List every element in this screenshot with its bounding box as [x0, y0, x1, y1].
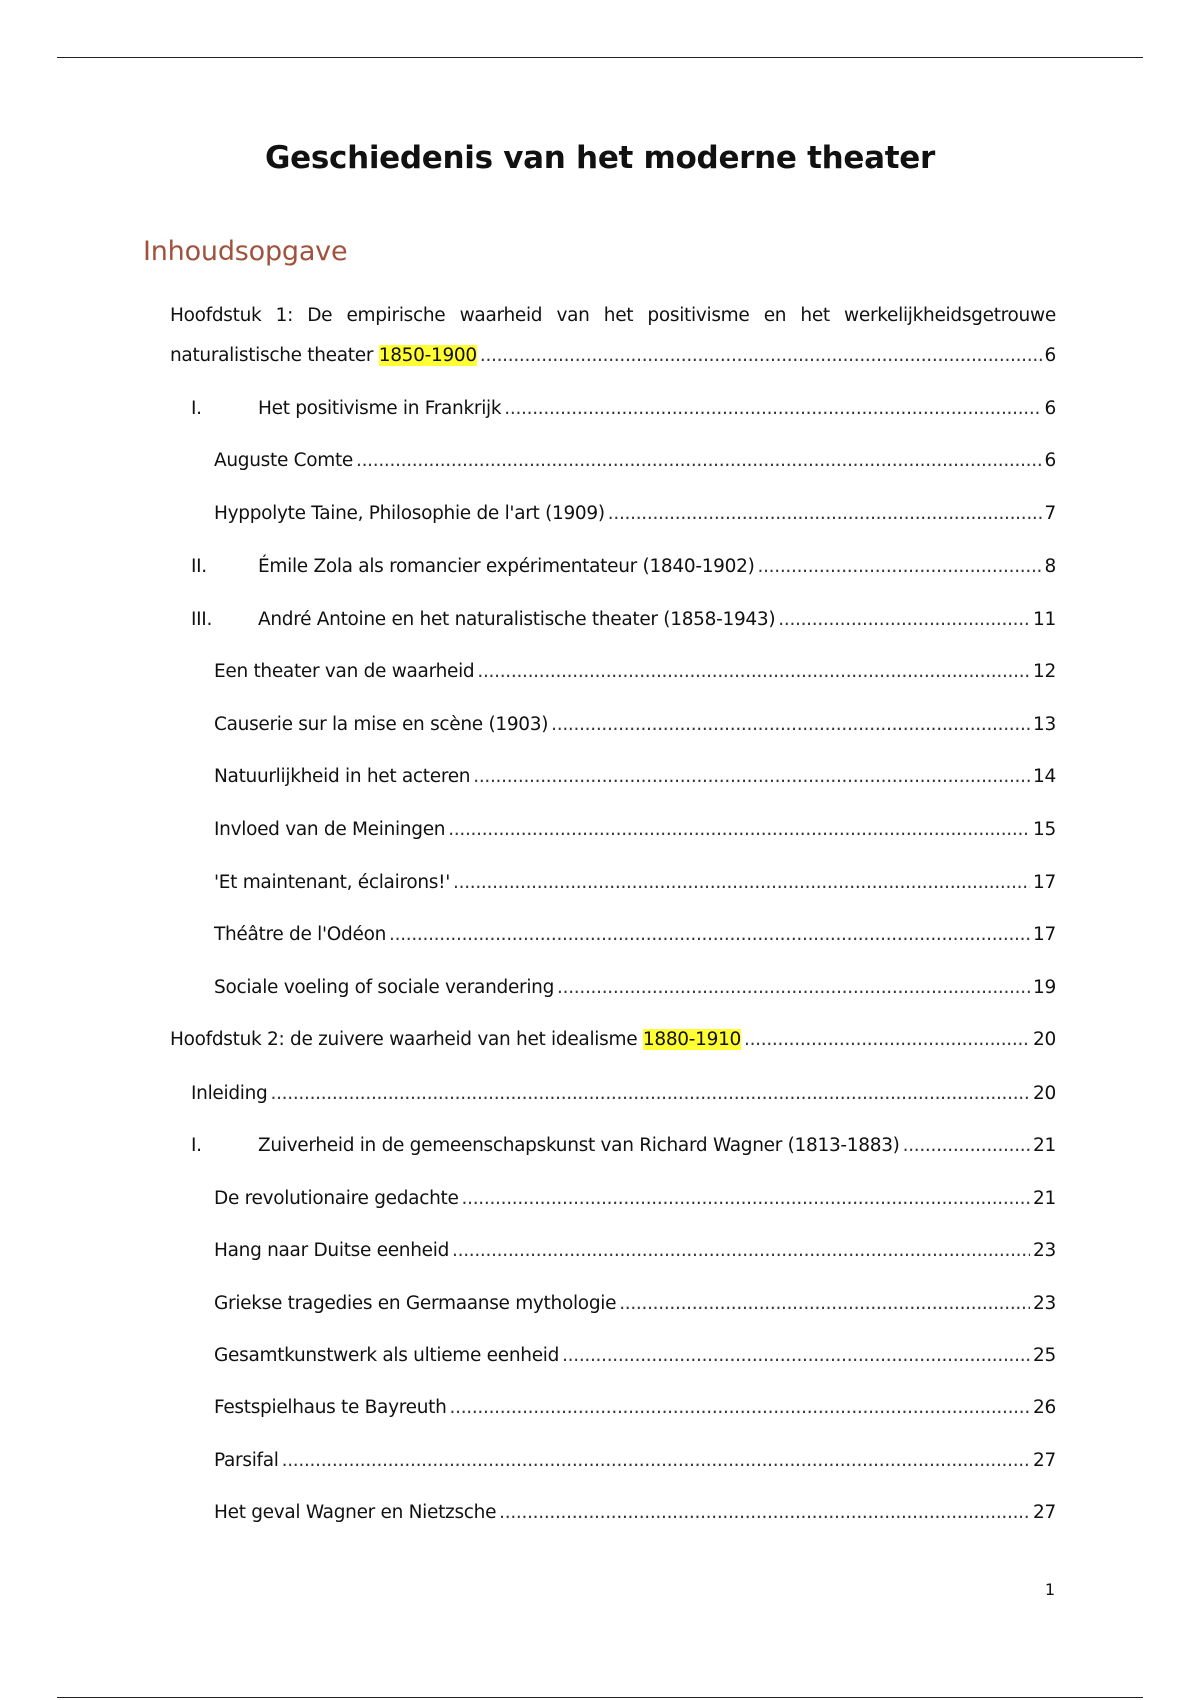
toc-entry[interactable]: [191, 1083, 1056, 1104]
toc-page-number: 20: [1033, 1083, 1056, 1104]
toc-entry-text: Hoofdstuk 2: de zuivere waarheid van het idealisme: [170, 1029, 643, 1050]
dot-leader: [450, 1397, 1031, 1418]
toc-entry-text: Sociale voeling of sociale verandering: [214, 977, 555, 998]
toc-entry[interactable]: [214, 1450, 1056, 1471]
toc-entry[interactable]: [191, 1135, 1056, 1156]
toc-entry-text: Gesamtkunstwerk als ultieme eenheid: [214, 1345, 560, 1366]
section-numeral: III.: [191, 609, 213, 630]
toc-page-number: 14: [1033, 766, 1056, 787]
toc-page-number: 27: [1033, 1502, 1056, 1523]
toc-entry[interactable]: [214, 766, 1056, 787]
toc-entry-text: Zuiverheid in de gemeenschapskunst van Richard Wagner (1813-1883): [258, 1135, 900, 1156]
section-numeral: I.: [191, 398, 202, 419]
dot-leader: [758, 556, 1042, 577]
toc-entry-text: Het positivisme in Frankrijk: [258, 398, 502, 419]
toc-page-number: 15: [1033, 819, 1056, 840]
toc-entry-text: Émile Zola als romancier expérimentateur (1840-1902): [258, 556, 755, 577]
footer-rule: [57, 1697, 1143, 1698]
section-numeral: I.: [191, 1135, 202, 1156]
toc-entry[interactable]: [214, 977, 1056, 998]
toc-page-number: 12: [1033, 661, 1056, 682]
toc-entry-chapter-1-line-1[interactable]: Hoofdstuk 1: De empirische waarheid van het positivisme en het werkelijkheidsgetrouwe: [170, 305, 1056, 326]
toc-page-number: 6: [1044, 450, 1056, 471]
highlighted-years: 1850-1900: [378, 345, 477, 366]
toc-entry[interactable]: [214, 819, 1056, 840]
dot-leader: [608, 503, 1042, 524]
toc-entry[interactable]: [191, 556, 1056, 577]
dot-leader: [480, 345, 1042, 366]
toc-heading: Inhoudsopgave: [143, 236, 348, 267]
toc-page-number: 8: [1044, 556, 1056, 577]
toc-page-number: 20: [1033, 1029, 1056, 1050]
toc-page-number: 21: [1033, 1135, 1056, 1156]
toc-entry-text: Invloed van de Meiningen: [214, 819, 446, 840]
toc-page-number: 6: [1044, 345, 1056, 366]
dot-leader: [499, 1502, 1030, 1523]
toc-entry-text: Parsifal: [214, 1450, 279, 1471]
dot-leader: [619, 1293, 1030, 1314]
toc-entry[interactable]: [214, 450, 1056, 471]
toc-entry-text: Griekse tragedies en Germaanse mythologie: [214, 1293, 617, 1314]
dot-leader: [903, 1135, 1030, 1156]
dot-leader: [389, 924, 1030, 945]
toc-entry-text: Inleiding: [191, 1083, 268, 1104]
toc-entry[interactable]: [214, 1502, 1056, 1523]
dot-leader: [562, 1345, 1030, 1366]
dot-leader: [551, 714, 1030, 735]
dot-leader: [356, 450, 1042, 471]
toc-page-number: 27: [1033, 1450, 1056, 1471]
toc-entry-text: Théâtre de l'Odéon: [214, 924, 387, 945]
toc-page-number: 23: [1033, 1240, 1056, 1261]
toc-entry[interactable]: [214, 872, 1056, 893]
toc-page-number: 7: [1044, 503, 1056, 524]
toc-page-number: 26: [1033, 1397, 1056, 1418]
toc-entry[interactable]: [214, 924, 1056, 945]
toc-entry[interactable]: [214, 661, 1056, 682]
toc-entry-text: 'Et maintenant, éclairons!': [214, 872, 451, 893]
toc-entry-text: De revolutionaire gedachte: [214, 1188, 459, 1209]
toc-entry-text: Hyppolyte Taine, Philosophie de l'art (1909): [214, 503, 605, 524]
toc-page-number: 25: [1033, 1345, 1056, 1366]
toc-entry[interactable]: [214, 1240, 1056, 1261]
toc-entry[interactable]: [191, 609, 1056, 630]
toc-entry-text: Hang naar Duitse eenheid: [214, 1240, 450, 1261]
toc-entry-text: Causerie sur la mise en scène (1903): [214, 714, 549, 735]
dot-leader: [557, 977, 1030, 998]
dot-leader: [778, 609, 1030, 630]
page-title: Geschiedenis van het moderne theater: [264, 140, 936, 176]
dot-leader: [473, 766, 1030, 787]
toc-entry[interactable]: [214, 503, 1056, 524]
dot-leader: [448, 819, 1030, 840]
dot-leader: [504, 398, 1041, 419]
header-rule: [57, 57, 1143, 58]
dot-leader: [271, 1083, 1031, 1104]
dot-leader: [452, 1240, 1030, 1261]
toc-page-number: 11: [1033, 609, 1056, 630]
toc-entry-text: Het geval Wagner en Nietzsche: [214, 1502, 497, 1523]
toc-entry[interactable]: [214, 1397, 1056, 1418]
toc-page-number: 17: [1033, 872, 1056, 893]
toc-entry-text: Auguste Comte: [214, 450, 353, 471]
toc-page-number: 17: [1033, 924, 1056, 945]
toc-entry[interactable]: [214, 1188, 1056, 1209]
dot-leader: [282, 1450, 1030, 1471]
toc-entry[interactable]: [214, 1345, 1056, 1366]
toc-entry-text: Een theater van de waarheid: [214, 661, 475, 682]
toc-entry[interactable]: [214, 1293, 1056, 1314]
toc-entry[interactable]: [191, 398, 1056, 419]
toc-entry[interactable]: [214, 714, 1056, 735]
page-number: 1: [1044, 1580, 1055, 1599]
highlighted-years: 1880-1910: [642, 1029, 742, 1050]
toc-page-number: 23: [1033, 1293, 1056, 1314]
dot-leader: [477, 661, 1030, 682]
toc-entry-text: Natuurlijkheid in het acteren: [214, 766, 471, 787]
toc-page-number: 21: [1033, 1188, 1056, 1209]
toc-entry-text: Festspielhaus te Bayreuth: [214, 1397, 447, 1418]
toc-page-number: 19: [1033, 977, 1056, 998]
toc-entry-text: André Antoine en het naturalistische theater (1858-1943): [258, 609, 776, 630]
toc-entry-chapter-2[interactable]: [170, 1029, 1056, 1050]
dot-leader: [453, 872, 1030, 893]
toc-page-number: 13: [1033, 714, 1056, 735]
dot-leader: [462, 1188, 1031, 1209]
section-numeral: II.: [191, 556, 207, 577]
dot-leader: [744, 1029, 1030, 1050]
toc-entry-chapter-1[interactable]: [170, 345, 1056, 366]
toc-entry-text: naturalistische theater: [170, 345, 379, 366]
toc-page-number: 6: [1044, 398, 1056, 419]
